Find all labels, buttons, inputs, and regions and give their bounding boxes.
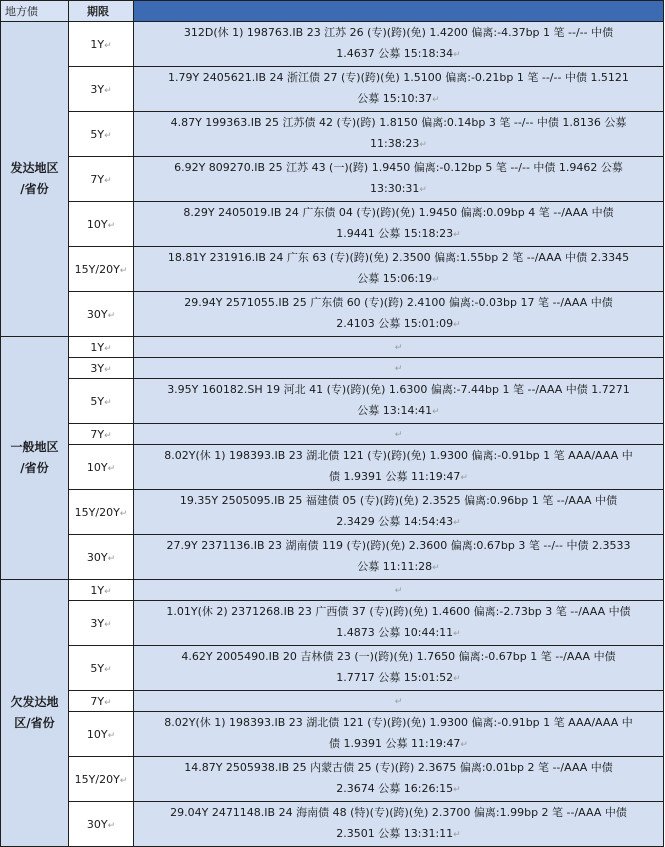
table-body — [1, 22, 664, 847]
paragraph-mark-icon: ↵ — [107, 553, 116, 564]
quote-cell — [134, 202, 664, 247]
term-label: 10Y — [86, 727, 108, 741]
paragraph-mark-icon: ↵ — [104, 619, 112, 630]
quote-cell — [134, 67, 664, 112]
term-label: 1Y — [90, 340, 105, 354]
paragraph-mark-icon: ↵ — [453, 629, 461, 639]
term-label: 3Y — [90, 616, 105, 630]
quote-line2: 2.3674 公募 16:26:15 — [336, 782, 454, 795]
paragraph-mark-icon: ↵ — [104, 697, 112, 708]
term-label: 30Y — [86, 817, 108, 831]
quote-line1: 6.92Y 809270.IB 25 江苏 43 (一)(跨) 1.9450 偏离:-0.12bp 5 笔 --/-- 中债 1.9462 公募 — [174, 161, 623, 174]
quote-cell — [134, 337, 664, 358]
quote-line1: 4.62Y 2005490.IB 20 吉林债 23 (一)(跨)(免) 1.7650 偏离:-0.67bp 1 笔 --/AAA 中债 — [181, 650, 616, 663]
term-cell — [69, 157, 134, 202]
paragraph-mark-icon: ↵ — [104, 130, 112, 141]
quote-cell — [134, 601, 664, 646]
term-label: 5Y — [90, 127, 105, 141]
table-row — [1, 337, 664, 358]
quote-cell — [134, 22, 664, 67]
term-cell — [69, 292, 134, 337]
quote-line1: 1.01Y(休 2) 2371268.IB 23 广西债 37 (专)(跨)(免) 1.4600 偏离:-2.73bp 3 笔 --/AAA 中债 — [166, 605, 631, 618]
term-label: 3Y — [90, 361, 105, 375]
table-row — [1, 247, 664, 292]
quote-cell — [134, 379, 664, 424]
term-label: 7Y — [90, 172, 105, 186]
paragraph-mark-icon: ↵ — [453, 518, 461, 528]
paragraph-mark-icon: ↵ — [104, 175, 112, 186]
paragraph-mark-icon: ↵ — [394, 363, 403, 374]
paragraph-mark-icon: ↵ — [432, 95, 440, 105]
term-cell — [69, 22, 134, 67]
paragraph-mark-icon: ↵ — [432, 563, 440, 573]
paragraph-mark-icon: ↵ — [104, 85, 112, 96]
quote-line2: 1.9441 公募 15:18:23 — [336, 227, 454, 240]
table-row — [1, 646, 664, 691]
term-label: 15Y/20Y — [74, 505, 120, 519]
quote-cell — [134, 535, 664, 580]
paragraph-mark-icon: ↵ — [104, 364, 112, 375]
quote-cell — [134, 292, 664, 337]
paragraph-mark-icon: ↵ — [107, 220, 116, 231]
header-term: 期限 — [69, 1, 134, 22]
paragraph-mark-icon: ↵ — [107, 820, 116, 831]
term-cell — [69, 337, 134, 358]
quote-cell — [134, 358, 664, 379]
paragraph-mark-icon: ↵ — [453, 785, 461, 795]
region-label-line1: 发达地区 — [10, 161, 59, 175]
term-label: 5Y — [90, 394, 105, 408]
quote-line2: 债 1.9391 公募 11:19:47 — [329, 470, 461, 483]
table-row — [1, 424, 664, 445]
quote-line2: 2.4103 公募 15:01:09 — [336, 317, 454, 330]
term-label: 30Y — [86, 307, 108, 321]
quote-cell — [134, 691, 664, 712]
table-row — [1, 202, 664, 247]
quote-cell — [134, 445, 664, 490]
region-cell — [1, 337, 69, 580]
quote-line1: 27.9Y 2371136.IB 23 湖南债 119 (专)(跨)(免) 2.3600 偏离:0.67bp 3 笔 --/-- 中债 2.3533 — [166, 539, 631, 552]
term-label: 1Y — [90, 583, 105, 597]
quote-cell — [134, 580, 664, 601]
term-label: 15Y/20Y — [74, 772, 120, 786]
paragraph-mark-icon: ↵ — [453, 230, 461, 240]
term-label: 10Y — [86, 460, 108, 474]
term-cell — [69, 424, 134, 445]
header-region: 地方债 — [1, 1, 69, 22]
term-cell — [69, 712, 134, 757]
table-row — [1, 691, 664, 712]
paragraph-mark-icon: ↵ — [119, 508, 128, 519]
quote-line2: 11:38:23 — [370, 137, 420, 150]
quote-line1: 1.79Y 2405621.IB 24 浙江债 27 (专)(跨)(免) 1.5100 偏离:-0.21bp 1 笔 --/-- 中债 1.5121 — [168, 71, 629, 84]
paragraph-mark-icon: ↵ — [453, 674, 461, 684]
paragraph-mark-icon: ↵ — [453, 320, 461, 330]
paragraph-mark-icon: ↵ — [107, 310, 116, 321]
region-label-line2: /省份 — [20, 182, 49, 196]
quote-line1: 8.02Y(休 1) 198393.IB 23 湖北债 121 (专)(跨)(免) 1.9300 偏离:-0.91bp 1 笔 AAA/AAA 中 — [164, 716, 633, 729]
term-cell — [69, 67, 134, 112]
quote-line1: 8.02Y(休 1) 198393.IB 23 湖北债 121 (专)(跨)(免) 1.9300 偏离:-0.91bp 1 笔 AAA/AAA 中 — [164, 449, 633, 462]
term-cell — [69, 802, 134, 847]
paragraph-mark-icon: ↵ — [107, 730, 116, 741]
quote-line2: 13:30:31 — [370, 182, 420, 195]
paragraph-mark-icon: ↵ — [419, 140, 427, 150]
table-row — [1, 580, 664, 601]
quote-line1: 29.94Y 2571055.IB 25 广东债 60 (专)(跨) 2.4100 偏离:-0.03bp 17 笔 --/AAA 中债 — [184, 296, 613, 309]
term-cell — [69, 490, 134, 535]
quote-cell — [134, 247, 664, 292]
table-row — [1, 712, 664, 757]
quote-line1: 14.87Y 2505938.IB 25 内蒙古债 25 (专)(跨) 2.3675 偏离:0.01bp 2 笔 --/AAA 中债 — [184, 761, 613, 774]
term-label: 3Y — [90, 82, 105, 96]
table-row — [1, 601, 664, 646]
term-label: 15Y/20Y — [74, 262, 120, 276]
quote-cell — [134, 646, 664, 691]
paragraph-mark-icon: ↵ — [104, 430, 112, 441]
region-cell — [1, 580, 69, 847]
quote-line2: 债 1.9391 公募 11:19:47 — [329, 737, 461, 750]
table-row — [1, 445, 664, 490]
quote-line1: 18.81Y 231916.IB 24 广东 63 (专)(跨)(免) 2.3500 偏离:1.55bp 2 笔 --/AAA 中债 2.3345 — [167, 251, 630, 264]
quote-line2: 1.7717 公募 15:01:52 — [336, 671, 454, 684]
table-header-row — [1, 1, 664, 22]
paragraph-mark-icon: ↵ — [394, 696, 403, 707]
paragraph-mark-icon: ↵ — [394, 585, 403, 596]
quote-line1: 19.35Y 2505095.IB 25 福建债 05 (专)(跨)(免) 2.3525 偏离:0.96bp 1 笔 --/AAA 中债 — [179, 494, 618, 507]
table-row — [1, 379, 664, 424]
quote-cell — [134, 112, 664, 157]
term-cell — [69, 247, 134, 292]
term-label: 7Y — [90, 694, 105, 708]
table-row — [1, 358, 664, 379]
quote-line1: 3.95Y 160182.SH 19 河北 41 (专)(跨)(免) 1.6300 偏离:-7.44bp 1 笔 --/AAA 中债 1.7271 — [167, 383, 630, 396]
term-cell — [69, 112, 134, 157]
paragraph-mark-icon: ↵ — [107, 463, 116, 474]
quote-line2: 1.4873 公募 10:44:11 — [336, 626, 454, 639]
term-label: 30Y — [86, 550, 108, 564]
term-label: 1Y — [90, 37, 105, 51]
paragraph-mark-icon: ↵ — [453, 50, 461, 60]
quote-line1: 29.04Y 2471148.IB 24 海南债 48 (特)(专)(跨)(免) 2.3700 偏离:1.99bp 2 笔 --/AAA 中债 — [170, 806, 627, 819]
paragraph-mark-icon: ↵ — [119, 265, 128, 276]
term-cell — [69, 691, 134, 712]
table-row — [1, 67, 664, 112]
paragraph-mark-icon: ↵ — [432, 407, 440, 417]
table-row — [1, 292, 664, 337]
term-cell — [69, 202, 134, 247]
paragraph-mark-icon: ↵ — [119, 775, 128, 786]
quote-cell — [134, 802, 664, 847]
paragraph-mark-icon: ↵ — [104, 40, 112, 51]
quote-line2: 2.3501 公募 13:31:11 — [336, 827, 454, 840]
quote-cell — [134, 157, 664, 202]
paragraph-mark-icon: ↵ — [104, 397, 112, 408]
term-cell — [69, 580, 134, 601]
region-cell — [1, 22, 69, 337]
paragraph-mark-icon: ↵ — [419, 185, 427, 195]
paragraph-mark-icon: ↵ — [460, 740, 468, 750]
term-cell — [69, 379, 134, 424]
table-row — [1, 490, 664, 535]
region-label-line2: 区/省份 — [14, 716, 55, 730]
quote-line1: 312D(休 1) 198763.IB 23 江苏 26 (专)(跨)(免) 1.4200 偏离:-4.37bp 1 笔 --/-- 中债 — [183, 26, 614, 39]
quote-line2: 公募 11:11:28 — [357, 560, 433, 573]
paragraph-mark-icon: ↵ — [460, 473, 468, 483]
paragraph-mark-icon: ↵ — [432, 275, 440, 285]
quote-line2: 1.4637 公募 15:18:34 — [336, 47, 454, 60]
paragraph-mark-icon: ↵ — [453, 830, 461, 840]
table-row — [1, 535, 664, 580]
table-row — [1, 802, 664, 847]
paragraph-mark-icon: ↵ — [104, 586, 112, 597]
term-cell — [69, 757, 134, 802]
quote-cell — [134, 712, 664, 757]
term-label: 7Y — [90, 427, 105, 441]
table-row — [1, 757, 664, 802]
term-cell — [69, 646, 134, 691]
paragraph-mark-icon: ↵ — [394, 429, 403, 440]
quote-line2: 公募 15:10:37 — [357, 92, 433, 105]
quote-line1: 8.29Y 2405019.IB 24 广东债 04 (专)(跨)(免) 1.9450 偏离:0.09bp 4 笔 --/AAA 中债 — [183, 206, 614, 219]
quote-cell — [134, 757, 664, 802]
table-row — [1, 112, 664, 157]
term-cell — [69, 601, 134, 646]
table-row — [1, 22, 664, 67]
term-cell — [69, 445, 134, 490]
quote-cell — [134, 490, 664, 535]
term-cell — [69, 358, 134, 379]
term-label: 5Y — [90, 661, 105, 675]
term-cell — [69, 535, 134, 580]
table-row — [1, 157, 664, 202]
quote-cell — [134, 424, 664, 445]
quote-line1: 4.87Y 199363.IB 25 江苏债 42 (专)(跨) 1.8150 偏离:0.14bp 3 笔 --/-- 中债 1.8136 公募 — [170, 116, 627, 129]
quote-line2: 公募 15:06:19 — [357, 272, 433, 285]
region-label-line2: /省份 — [20, 461, 49, 475]
paragraph-mark-icon: ↵ — [104, 343, 112, 354]
region-label-line1: 一般地区 — [10, 440, 59, 454]
quote-line2: 公募 13:14:41 — [357, 404, 433, 417]
paragraph-mark-icon: ↵ — [394, 342, 403, 353]
paragraph-mark-icon: ↵ — [104, 664, 112, 675]
term-label: 10Y — [86, 217, 108, 231]
header-quote — [134, 1, 664, 22]
quote-line2: 2.3429 公募 14:54:43 — [336, 515, 454, 528]
region-label-line1: 欠发达地 — [10, 695, 59, 709]
